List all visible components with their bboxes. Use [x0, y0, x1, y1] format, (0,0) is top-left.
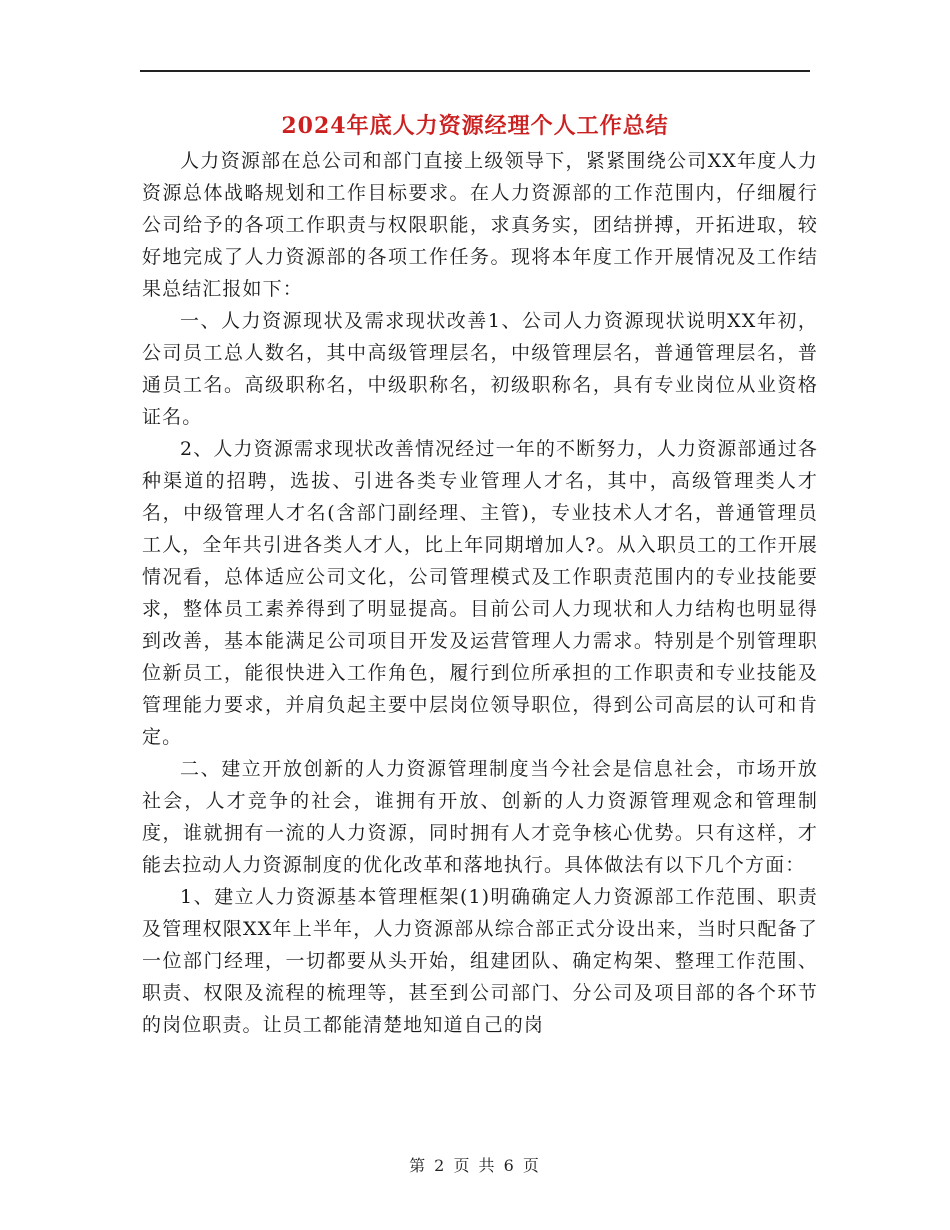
body-paragraph-2: 一、人力资源现状及需求现状改善1、公司人力资源现状说明XX年初，公司员工总人数名，其中高级管理层名，中级管理层名，普通管理层名，普通员工名。高级职称名，中级职称名，初级职称名，具有专业岗位从业资格证名。	[142, 310, 818, 428]
body-paragraph-1: 人力资源部在总公司和部门直接上级领导下，紧紧围绕公司XX年度人力资源总体战略规划和工作目标要求。在人力资源部的工作范围内，仔细履行公司给予的各项工作职责与权限职能，求真务实，团结拼搏，开拓进取，较好地完成了人力资源部的各项工作任务。现将本年度工作开展情况及工作结果总结汇报如下：	[142, 150, 818, 300]
body-paragraph-4: 二、建立开放创新的人力资源管理制度当今社会是信息社会，市场开放社会，人才竞争的社会，谁拥有开放、创新的人力资源管理观念和管理制度，谁就拥有一流的人力资源，同时拥有人才竞争核心优势。只有这样，才能去拉动人力资源制度的优化改革和落地执行。具体做法有以下几个方面：	[142, 758, 818, 876]
page-number-footer: 第 2 页 共 6 页	[409, 1156, 541, 1175]
document-body	[142, 145, 818, 1041]
document-title: 2024年底人力资源经理个人工作总结	[281, 113, 669, 139]
header-rule	[140, 70, 810, 72]
body-paragraph-5: 1、建立人力资源基本管理框架(1)明确确定人力资源部工作范围、职责及管理权限XX年上半年，人力资源部从综合部正式分设出来，当时只配备了一位部门经理，一切都要从头开始，组建团队、确定构架、整理工作范围、职责、权限及流程的梳理等，甚至到公司部门、分公司及项目部的各个环节的岗位职责。让员工都能清楚地知道自己的岗	[142, 886, 818, 1036]
body-paragraph-3: 2、人力资源需求现状改善情况经过一年的不断努力，人力资源部通过各种渠道的招聘，选拔、引进各类专业管理人才名，其中，高级管理类人才名，中级管理人才名(含部门副经理、主管)，专业技术人才名，普通管理员工人，全年共引进各类人才人，比上年同期增加人?。从入职员工的工作开展情况看，总体适应公司文化，公司管理模式及工作职责范围内的专业技能要求，整体员工素养得到了明显提高。目前公司人力现状和人力结构也明显得到改善，基本能满足公司项目开发及运营管理人力需求。特别是个别管理职位新员工，能很快进入工作角色，履行到位所承担的工作职责和专业技能及管理能力要求，并肩负起主要中层岗位领导职位，得到公司高层的认可和肯定。	[142, 438, 818, 748]
